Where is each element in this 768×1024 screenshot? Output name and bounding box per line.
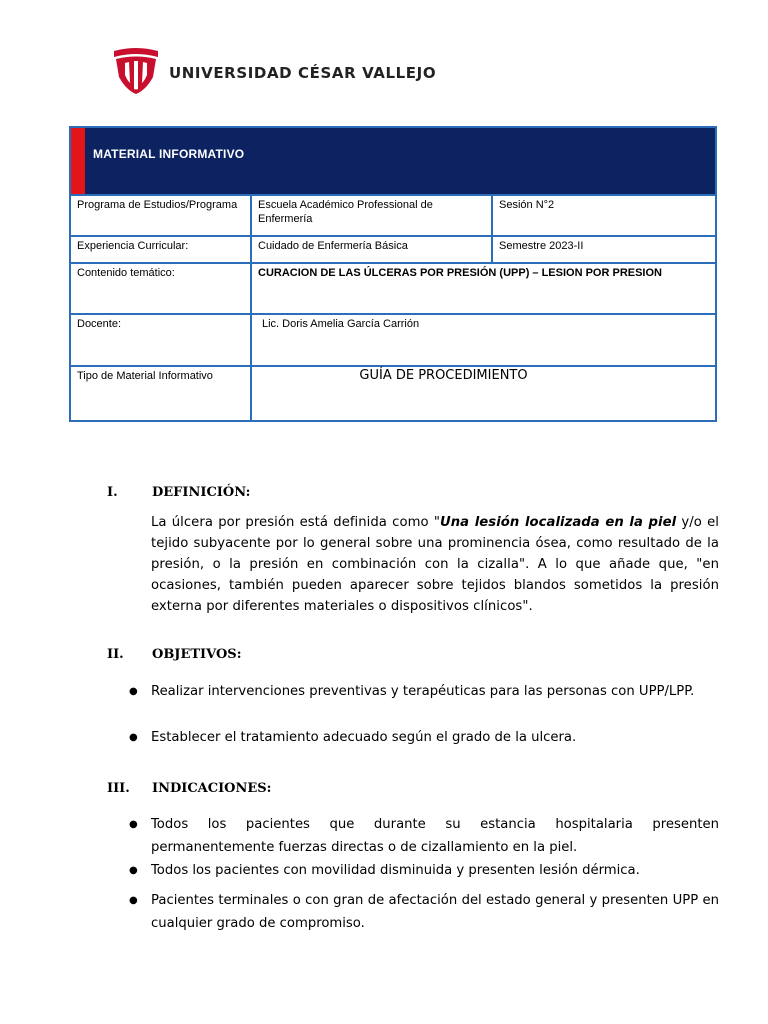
list-item: Todos los pacientes con movilidad disminuida y presenten lesión dérmica.: [151, 863, 640, 878]
section-title: INDICACIONES:: [152, 781, 272, 796]
bullet-dot-icon: ●: [129, 732, 138, 743]
table-header: [71, 128, 715, 194]
row-value-contenido: CURACION DE LAS ÚLCERAS POR PRESIÓN (UPP) – LESION POR PRESION: [258, 267, 662, 279]
row-value-programa: Escuela Académico Professional de Enfermería: [258, 199, 433, 225]
row-value-docente: Lic. Doris Amelia García Carrión: [262, 318, 420, 330]
row-label-docente: Docente:: [77, 318, 122, 330]
table-title: MATERIAL INFORMATIVO: [93, 147, 245, 161]
row-label-programa: Programa de Estudios/Programa: [77, 199, 238, 211]
section-title: OBJETIVOS:: [152, 647, 242, 662]
section-number: II.: [107, 647, 124, 662]
university-name-part1: UNIVERSIDAD: [169, 64, 293, 82]
section-number: I.: [107, 485, 118, 500]
list-item: Establecer el tratamiento adecuado según el grado de la ulcera.: [151, 730, 577, 745]
bullet-dot-icon: ●: [129, 686, 138, 697]
row-value-experiencia: Cuidado de Enfermería Básica: [258, 240, 408, 252]
row-label-experiencia: Experiencia Curricular:: [77, 240, 189, 252]
definition-emphasis: Una lesión localizada en la piel: [439, 515, 677, 530]
list-item: Realizar intervenciones preventivas y terapéuticas para las personas con UPP/LPP.: [151, 684, 695, 699]
row-extra-semestre: Semestre 2023-II: [499, 240, 584, 252]
bullet-dot-icon: ●: [129, 895, 138, 906]
row-label-contenido: Contenido temático:: [77, 267, 175, 279]
university-shield-icon: [113, 47, 159, 95]
bullet-dot-icon: ●: [129, 819, 138, 830]
definition-paragraph: [151, 512, 719, 617]
definition-text-start: La úlcera por presión está definida como ": [151, 515, 440, 530]
definition-text-end: y/o el tejido subyacente por lo general sobre una prominencia ósea, como resultado de la presión, o la presión en combinación con la cizalla". A lo que añade que, "en ocasiones, también pueden aparecer sobre tejidos blandos sometidos la presión externa por diferentes materiales o dispositivos clínicos".: [151, 515, 720, 614]
list-item: Todos los pacientes que durante su estancia hospitalaria presenten permanentemente fuerzas directas o de cizallamiento en la piel.: [151, 817, 719, 855]
section-number: III.: [107, 781, 130, 796]
bullet-dot-icon: ●: [129, 865, 138, 876]
university-logo: [113, 47, 436, 95]
row-value-tipo: GUÍA DE PROCEDIMIENTO: [359, 368, 528, 383]
table-header-accent: [71, 128, 85, 194]
university-name-part2: CÉSAR VALLEJO: [298, 64, 437, 82]
section-title: DEFINICIÓN:: [152, 485, 251, 500]
info-table: [69, 126, 717, 422]
row-label-tipo: Tipo de Material Informativo: [77, 370, 213, 382]
row-extra-sesion: Sesión N°2: [499, 199, 555, 211]
university-name: [169, 64, 436, 82]
list-item: Pacientes terminales o con gran de afectación del estado general y presenten UPP en cualquier grado de compromiso.: [151, 893, 719, 931]
